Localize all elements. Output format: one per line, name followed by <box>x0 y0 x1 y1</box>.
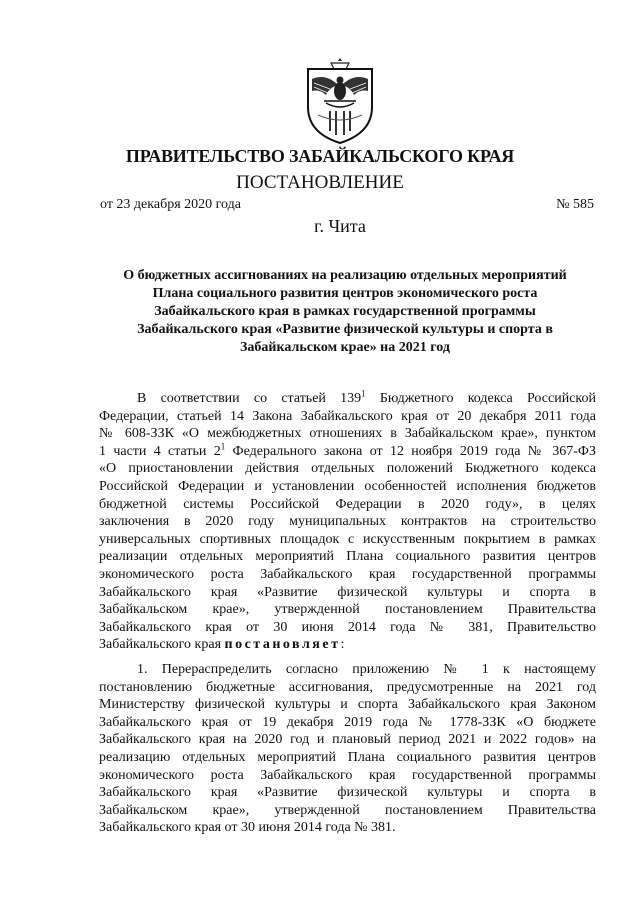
text-line: Забайкальского края от 19 декабря 2019 года № 1778-ЗЗК «О бюджете <box>99 714 596 730</box>
text-line: Забайкальском крае», утвержденной постановлением Правительства <box>99 802 596 818</box>
text-line: 1. Перераспределить согласно приложению № 1 к настоящему <box>137 662 596 677</box>
text-line: универсальных спортивных площадок с искусственным покрытием в рамках <box>99 531 596 547</box>
text-line: реализации отдельных мероприятий Плана социального развития центров <box>99 549 596 565</box>
text-line: Забайкальском крае», утвержденной постановлением Правительства <box>99 602 596 618</box>
text-line: Забайкальского края постановляет: <box>99 637 345 653</box>
text-line: В соответствии со статьей $139^1$ Бюджетного кодекса Российской <box>137 388 596 406</box>
text-line: заключения в 2020 году муниципальных контрактов на строительство <box>99 514 596 530</box>
text-line: № 608-ЗЗК «О межбюджетных отношениях в Забайкальском крае», пунктом <box>99 426 596 442</box>
text-line: «О приостановлении действия отдельных положений Бюджетного кодекса <box>99 461 596 477</box>
text-line: Забайкальского края «Развитие физической культуры и спорта в <box>99 785 596 801</box>
text-line: бюджетной системы Российской Федерации в 2020 году», в целях <box>99 496 596 512</box>
superscript: 1 <box>361 388 366 399</box>
text-line: экономического роста Забайкальского края государственной программы <box>99 767 596 783</box>
text-line: Министерству физической культуры и спорта Забайкальского края Законом <box>99 697 596 713</box>
title-line: Забайкальском крае» на 2021 год <box>240 340 450 355</box>
text-line: постановлению бюджетные ассигнования, предусмотренные на 2021 год <box>99 679 596 695</box>
text-line: Федерации, статьей 14 Закона Забайкальского края от 20 декабря 2011 года <box>99 408 596 424</box>
coat-of-arms-emblem-icon <box>300 55 380 145</box>
text-line: Забайкальского края на 2020 год и плановый период 2021 и 2022 годов» на <box>99 732 596 748</box>
title-line: О бюджетных ассигнованиях на реализацию отдельных мероприятий <box>123 268 567 283</box>
text-line: 1 части 4 статьи $2^1$ Федерального закона от 12 ноября 2019 года № 367-ФЗ <box>99 441 596 459</box>
text-line: реализацию отдельных мероприятий Плана социального развития центров <box>99 749 596 765</box>
superscript: 1 <box>220 441 226 452</box>
text-line: Забайкальского края от 30 июня 2014 года № 381. <box>99 820 396 836</box>
text-line: Забайкальского края от 30 июня 2014 года № 381, Правительство <box>99 619 596 635</box>
government-name: ПРАВИТЕЛЬСТВО ЗАБАЙКАЛЬСКОГО КРАЯ <box>125 146 515 166</box>
title-line: Забайкальского края в рамках государственной программы <box>154 304 536 319</box>
document-type: ПОСТАНОВЛЕНИЕ <box>236 172 404 193</box>
title-line: Плана социального развития центров экономического роста <box>152 286 538 301</box>
document-title <box>110 267 580 357</box>
preamble-paragraph <box>99 390 596 654</box>
text-line: Российской Федерации и установлении особенностей исполнения бюджетов <box>99 478 596 494</box>
document-city: г. Чита <box>314 216 366 236</box>
decree-verb: постановляет <box>224 637 341 653</box>
title-line: Забайкальского края «Развитие физической культуры и спорта в <box>137 322 553 337</box>
text-line: экономического роста Забайкальского края государственной программы <box>99 566 596 582</box>
document-number: № 585 <box>556 197 594 212</box>
document-date: от 23 декабря 2020 года <box>100 197 241 212</box>
text-line: Забайкальского края «Развитие физической культуры и спорта в <box>99 584 596 600</box>
item-1-paragraph <box>99 661 596 837</box>
